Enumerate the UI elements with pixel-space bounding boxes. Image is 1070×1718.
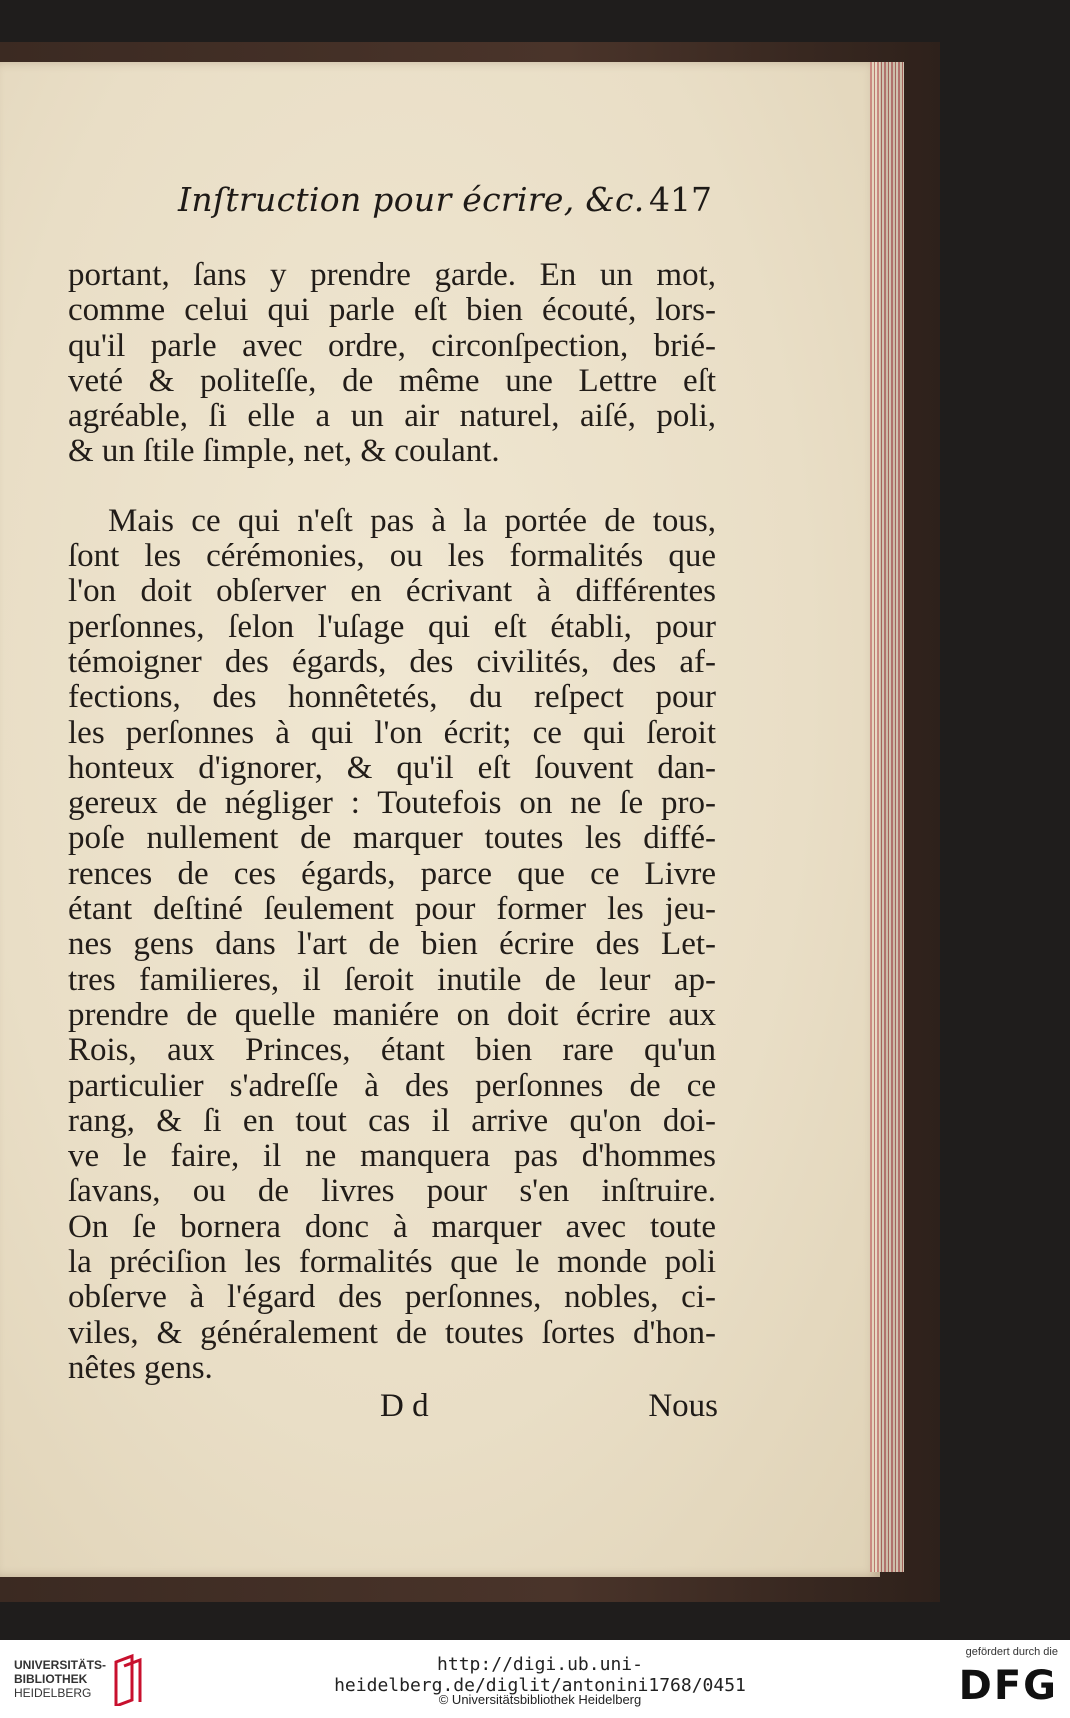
permalink-url[interactable]: http://digi.ub.uni-heidelberg.de/diglit/antonini1768/0451 xyxy=(334,1654,746,1696)
text-line: nes gens dans l'art de bien écrire des Let- xyxy=(68,926,716,963)
catchword: Nous xyxy=(648,1388,718,1424)
text-line: & un ſtile ſimple, net, & coulant. xyxy=(68,433,500,470)
text-line: l'on doit obſerver en écrivant à différentes xyxy=(68,573,716,610)
library-emblem-icon xyxy=(112,1652,148,1706)
running-head xyxy=(178,180,718,240)
text-line: veté & politeſſe, de même une Lettre eſt xyxy=(68,362,716,399)
text-line: poſe nullement de marquer toutes les diffé- xyxy=(68,820,716,857)
text-line: témoigner des égards, des civilités, des af- xyxy=(68,643,716,680)
text-line: étant deſtiné ſeulement pour former les jeu- xyxy=(68,891,716,928)
text-line: obſerve à l'égard des perſonnes, nobles, ci- xyxy=(68,1279,716,1316)
signature-mark: D d xyxy=(380,1388,429,1424)
text-line: rang, & ſi en tout cas il arrive qu'on doi- xyxy=(68,1102,716,1139)
text-line: honteux d'ignorer, & qu'il eſt ſouvent dan- xyxy=(68,749,716,786)
body-text xyxy=(68,258,716,1386)
library-name-line1: UNIVERSITÄTS- xyxy=(14,1658,107,1672)
dfg-logo[interactable]: DFG xyxy=(958,1663,1058,1709)
text-line: ſavans, ou de livres pour s'en inſtruire. xyxy=(68,1173,716,1210)
library-name-line2: BIBLIOTHEK xyxy=(14,1672,88,1686)
text-line: la préciſion les formalités que le monde poli xyxy=(68,1244,716,1281)
paragraph-1 xyxy=(68,258,716,470)
text-line: perſonnes, ſelon l'uſage qui eſt établi, pour xyxy=(68,608,716,645)
text-line: particulier s'adreſſe à des perſonnes de ce xyxy=(68,1067,716,1104)
library-name-line3: HEIDELBERG xyxy=(14,1686,92,1700)
paragraph-2 xyxy=(68,504,716,1386)
catchline xyxy=(380,1388,718,1428)
text-line: On ſe bornera donc à marquer avec toute xyxy=(68,1208,716,1245)
text-line: les perſonnes à qui l'on écrit; ce qui ſeroit xyxy=(68,714,716,751)
funding-note: gefördert durch die xyxy=(965,1646,1058,1658)
text-line: fections, des honnêtetés, du reſpect pour xyxy=(68,679,716,716)
text-line: ve le faire, il ne manquera pas d'hommes xyxy=(68,1138,716,1175)
copyright-notice: © Universitätsbibliothek Heidelberg xyxy=(438,1692,642,1707)
text-line: Rois, aux Princes, étant bien rare qu'un xyxy=(68,1032,716,1069)
text-line: Mais ce qui n'eſt pas à la portée de tous, xyxy=(108,502,716,539)
page-edge xyxy=(870,62,904,1572)
text-line: nêtes gens. xyxy=(68,1349,213,1386)
text-line: prendre de quelle maniére on doit écrire aux xyxy=(68,996,716,1033)
page-number: 417 xyxy=(649,180,712,219)
paragraph-gap xyxy=(68,470,716,504)
text-line: rences de ces égards, parce que ce Livre xyxy=(68,855,716,892)
text-line: agréable, ſi elle a un air naturel, aiſé, poli, xyxy=(68,398,716,435)
text-line: qu'il parle avec ordre, circonſpection, brié- xyxy=(68,327,716,364)
text-line: comme celui qui parle eſt bien écouté, lors- xyxy=(68,292,716,329)
running-head-title: Inſtruction pour écrire, &c. xyxy=(178,180,645,219)
text-line: gereux de négliger : Toutefois on ne ſe pro- xyxy=(68,785,716,822)
text-line: portant, ſans y prendre garde. En un mot, xyxy=(68,257,716,293)
text-line: viles, & généralement de toutes ſortes d'hon- xyxy=(68,1314,716,1351)
text-line: ſont les cérémonies, ou les formalités que xyxy=(68,538,716,575)
viewer-footer xyxy=(0,1640,1070,1718)
text-line: tres familieres, il ſeroit inutile de leur ap- xyxy=(68,961,716,998)
